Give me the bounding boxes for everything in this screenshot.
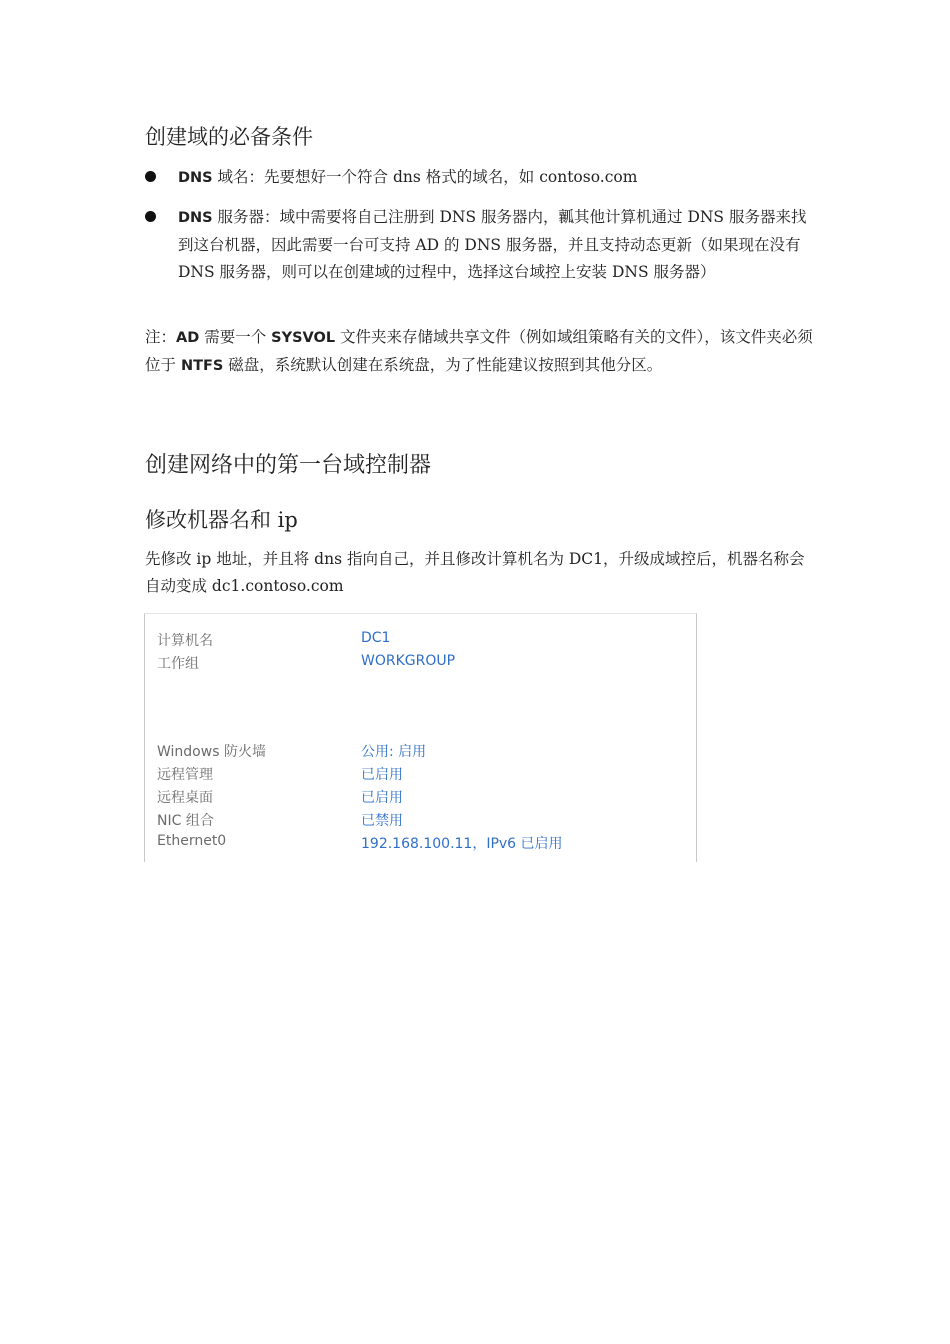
note-text: 需要一个 [199,328,272,346]
property-row-workgroup [157,653,687,675]
bold-term: DNS [178,210,213,226]
bullet-marker [145,211,156,222]
note-text: 文件夹来存储域共享文件（例如域组策略有关的文件），该文件夹必须位于 [145,328,813,374]
property-row-remote-desktop [157,787,687,809]
bullet-item-dns-server [178,204,818,286]
bullet-item-dns-domain [178,164,818,192]
subheading-rename-ip: 修改机器名和 ip [145,508,298,532]
property-value-link[interactable]: 已启用 [361,790,403,806]
property-label: 远程管理 [157,767,213,783]
bold-term: DNS [178,170,213,186]
bullet-text: 域名：先要想好一个符合 dns 格式的域名，如 contoso.com [212,168,638,186]
property-row-firewall [157,741,687,763]
property-label: 计算机名 [157,633,213,649]
bold-term-ntfs: NTFS [180,358,224,374]
property-value-link[interactable]: WORKGROUP [361,653,456,669]
section-heading-prerequisites: 创建域的必备条件 [145,125,313,149]
property-value-link[interactable]: 192.168.100.11，IPv6 已启用 [361,836,563,852]
server-properties-screenshot [144,613,697,862]
note-prefix: 注： [145,328,177,346]
bold-term-ad: AD [176,330,200,346]
property-value-link[interactable]: 公用: 启用 [361,744,427,760]
property-label: 工作组 [157,656,199,672]
property-label: NIC 组合 [157,813,214,829]
property-label: 远程桌面 [157,790,213,806]
property-label: Ethernet0 [157,833,227,849]
body-paragraph: 先修改 ip 地址，并且将 dns 指向自己，并且修改计算机名为 DC1，升级成域控后，机器名称会自动变成 dc1.contoso.com [145,550,805,595]
bullet-marker [145,171,156,182]
bold-term-sysvol: SYSVOL [271,330,336,346]
section-heading-first-dc: 创建网络中的第一台域控制器 [145,453,432,478]
property-label: Windows 防火墙 [157,744,266,760]
property-row-ethernet0 [157,833,687,855]
property-value-link[interactable]: 已禁用 [361,813,403,829]
property-value-link[interactable]: DC1 [361,630,391,646]
note-text: 磁盘，系统默认创建在系统盘，为了性能建议按照到其他分区。 [223,356,663,374]
bullet-text: 服务器：域中需要将自己注册到 DNS 服务器内，瓤其他计算机通过 DNS 服务器来找到这台机器，因此需要一台可支持 AD 的 DNS 服务器，并且支持动态更新（如果现在没有 DNS 服务器，则可以在创建域的过程中，选择这台域控上安装 DNS 服务器） [178,208,807,281]
property-value-link[interactable]: 已启用 [361,767,403,783]
property-row-remote-management [157,764,687,786]
property-row-nic-teaming [157,810,687,832]
property-row-computer-name [157,630,687,652]
note-paragraph [145,324,815,380]
